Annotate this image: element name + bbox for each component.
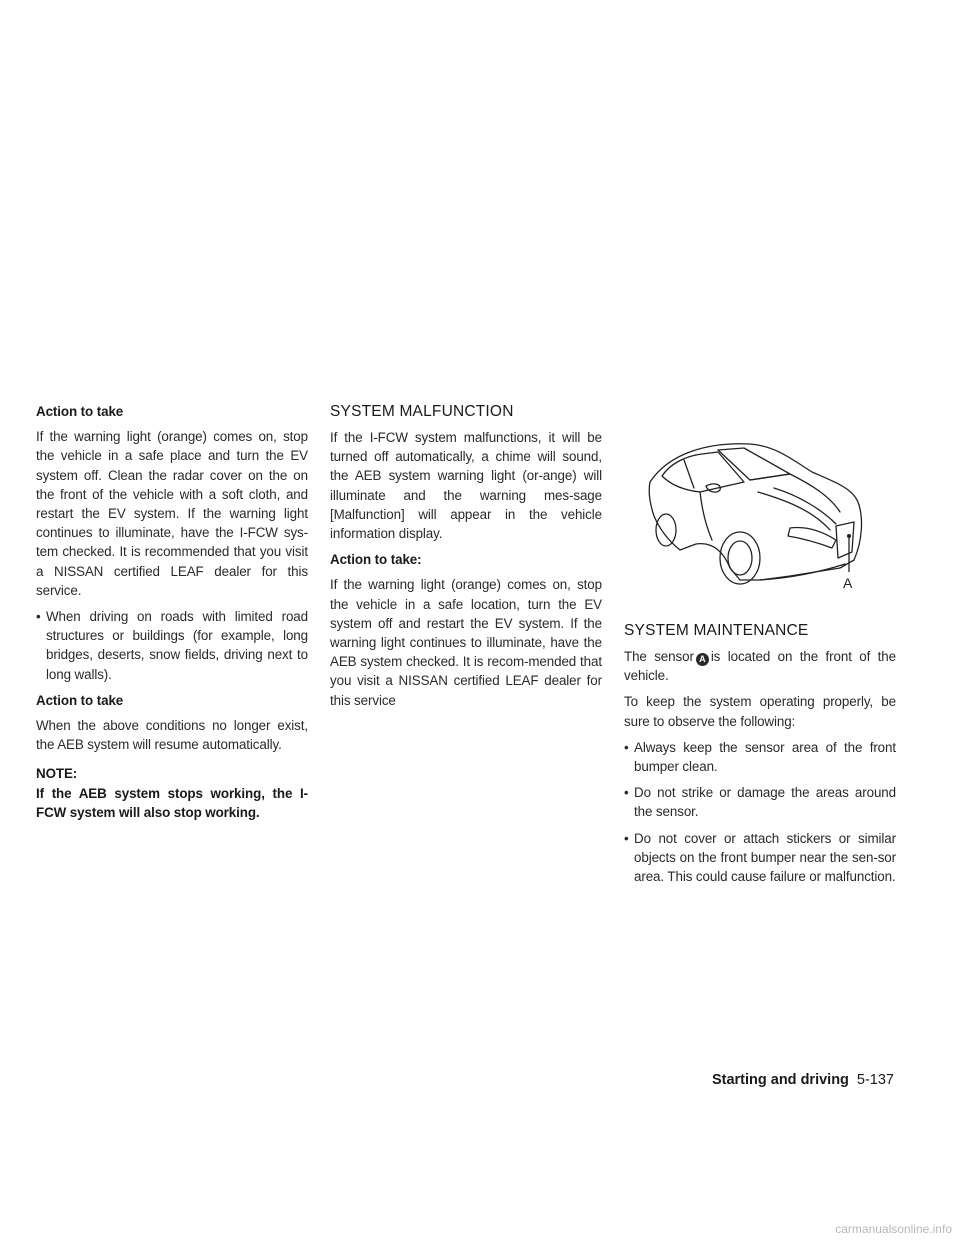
bullet-item (624, 738, 896, 776)
bullet-text: Do not cover or attach stickers or similar objects on the front bumper near the sen-sor area. This could cause failure or malfunction. (634, 830, 896, 885)
sensor-paragraph (624, 647, 896, 685)
malfunction-paragraph: If the I-FCW system malfunctions, it will be turned off automatically, a chime will sound, the AEB system warning light (or-ange) will illuminate and the warning mes-sage [Malfunction] will appear in the vehicle information display. (330, 430, 602, 542)
column-right (624, 621, 896, 893)
bullet-item (624, 783, 896, 821)
action-heading-2: Action to take (36, 692, 124, 708)
sensor-a-icon: A (696, 653, 709, 666)
action-heading: Action to take (36, 404, 124, 419)
action-paragraph: If the warning light (orange) comes on, stop the vehicle in a safe place and turn the EV system off. Clean the radar cover on the on the front of the vehicle with a soft cloth, and restart the EV system. If the warning light continues to illuminate, have the I-FCW sys-tem checked. It is recommended that you visit a NISSAN certified LEAF dealer for this service. (36, 429, 308, 598)
column-middle (330, 402, 602, 717)
note-label: NOTE: (36, 766, 78, 782)
footer-section: Starting and driving (711, 1072, 849, 1088)
bullet-item (36, 607, 308, 684)
bullet-dot: • (36, 609, 41, 625)
note-text: If the AEB system stops working, the I-FCW system will also stop working. (36, 785, 308, 820)
sensor-text-pre: The sensor (624, 649, 694, 664)
section-title-malfunction: SYSTEM MALFUNCTION (330, 403, 514, 420)
sensor-text-post: is located on the front of the vehicle. (624, 649, 896, 684)
section-title-maintenance: SYSTEM MAINTENANCE (624, 622, 809, 639)
bullet-text: Always keep the sensor area of the front bumper clean. (634, 739, 896, 775)
bullet-dot: • (624, 830, 629, 846)
bullet-dot: • (624, 785, 629, 801)
resume-paragraph: When the above conditions no longer exist, the AEB system will resume automatically. (36, 718, 308, 753)
bullet-text: Do not strike or damage the areas around the sensor. (634, 785, 896, 820)
figure-label: A (843, 575, 853, 591)
observe-paragraph: To keep the system operating properly, be sure to observe the following: (624, 694, 896, 729)
bullet-dot: • (624, 739, 629, 755)
bullet-text: When driving on roads with limited road structures or buildings (for example, long bridges, deserts, snow fields, driving next to long walls). (46, 609, 308, 682)
page-footer (712, 1072, 894, 1088)
car-illustration (640, 430, 890, 600)
page-number: 5-137 (856, 1072, 894, 1088)
action-heading-3: Action to take: (330, 552, 422, 568)
bullet-item (624, 829, 896, 887)
malfunction-action-paragraph: If the warning light (orange) comes on, stop the vehicle in a safe location, turn the EV system off and restart the EV system. If the warning light continues to illuminate, have the AEB system checked. It is recom-mended that you visit a NISSAN certified LEAF dealer for this service (330, 577, 602, 708)
column-left (36, 402, 308, 822)
watermark[interactable]: carmanualsonline.info (835, 1222, 952, 1236)
